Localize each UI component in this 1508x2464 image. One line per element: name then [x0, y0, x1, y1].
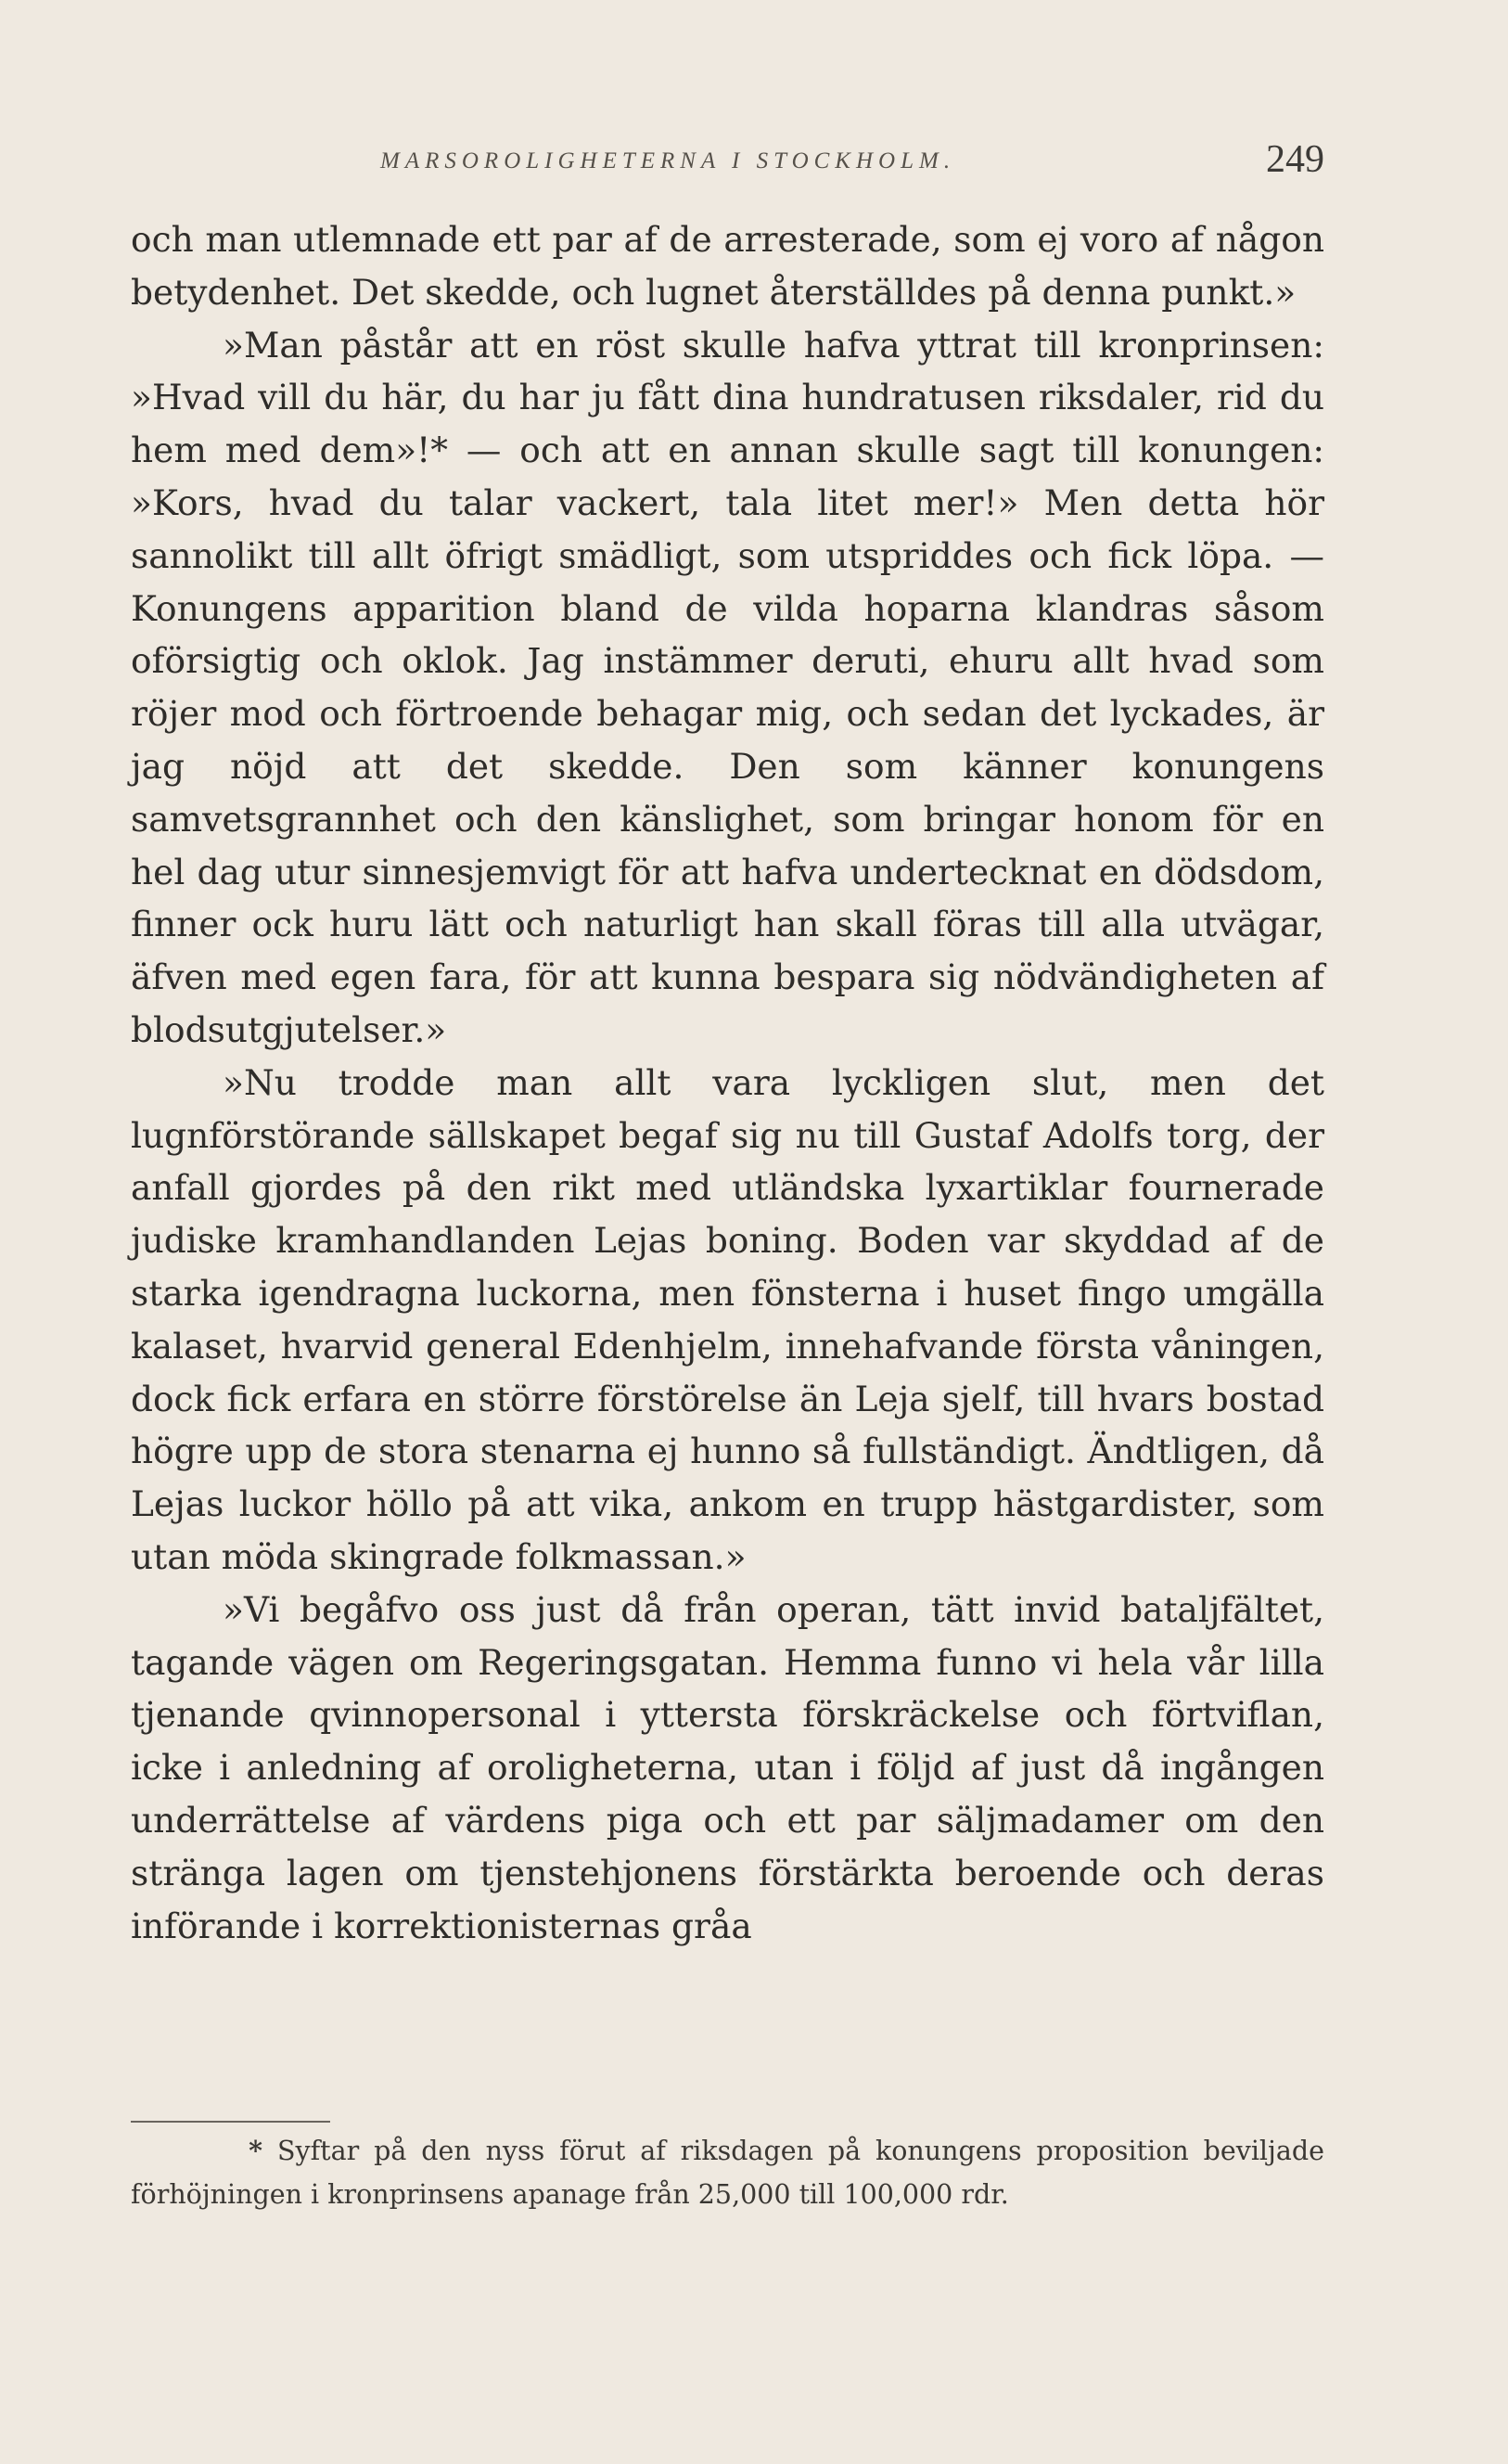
paragraph: »Nu trodde man allt vara lyckligen slut, men det lugnförstörande sällskapet begaf sig nu till Gustaf Adolfs torg, der anfall gjordes på den rikt med utländska lyxartiklar fournerade judiske kramhandlanden Lejas boning. Boden var skyddad af de starka igendragna luckorna, men fönsterna i huset fingo umgälla kalaset, hvarvid general Edenhjelm, innehafvande första våningen, dock fick erfara en större förstörelse än Leja sjelf, till hvars bostad högre upp de stora stenarna ej hunno så fullständigt. Ändtligen, då Lejas luckor höllo på att vika, ankom en trupp hästgardister, som utan möda skingrade folkmassan.» [131, 1061, 1324, 1577]
paragraph-continuation: och man utlemnade ett par af de arresterade, som ej voro af någon betydenhet. Det skedde, och lugnet återställdes på denna punkt.» [131, 219, 1324, 313]
footnote-mark: * [249, 2135, 263, 2166]
running-title: MARSOROLIGHETERNA I STOCKHOLM. [380, 148, 956, 173]
footnote [131, 2129, 1324, 2216]
footnote-rule [131, 2121, 330, 2123]
body-text [131, 213, 1324, 1952]
footnote-text: Syftar på den nyss förut af riksdagen på konungens proposition beviljade förhöjningen i kronprinsens apanage från 25,000 till 100,000 rdr. [131, 2136, 1324, 2210]
paragraph: »Man påstår att en röst skulle hafva yttrat till kronprinsen: »Hvad vill du här, du har ju fått dina hundratusen riksdaler, rid du hem med dem»!* — och att en annan skulle sagt till konungen: »Kors, hvad du talar vackert, tala litet mer!» Men detta hör sannolikt till allt öfrigt smädligt, som utspriddes och fick löpa. — Konungens apparition bland de vilda hoparna klandras såsom oförsigtig och oklok. Jag instämmer deruti, ehuru allt hvad som röjer mod och förtroende behagar mig, och sedan det lyckades, är jag nöjd att det skedde. Den som känner konungens samvetsgrannhet och den känslighet, som bringar honom för en hel dag utur sinnesjemvigt för att hafva undertecknat en dödsdom, finner ock huru lätt och naturligt han skall föras till alla utvägar, äfven med egen fara, för att kunna bespara sig nödvändigheten af blodsutgjutelser.» [131, 324, 1324, 1050]
paragraph: »Vi begåfvo oss just då från operan, tätt invid bataljfältet, tagande vägen om Regeringsgatan. Hemma funno vi hela vår lilla tjenande qvinnopersonal i yttersta förskräckelse och förtviflan, icke i anledning af oroligheterna, utan i följd af just då ingången underrättelse af värdens piga och ett par säljmadamer om den stränga lagen om tjenstehjonens förstärkta beroende och deras införande i korrektionisternas gråa [131, 1588, 1324, 1946]
page-number: 249 [1266, 138, 1324, 181]
